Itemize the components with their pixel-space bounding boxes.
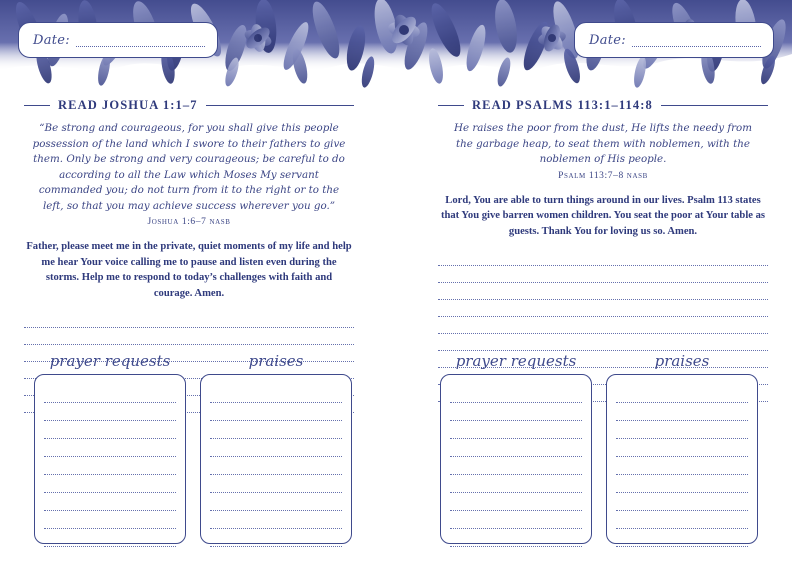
box-line[interactable] [210, 529, 342, 547]
date-label-right: Date: [589, 32, 626, 48]
left-praises-title: praises [248, 352, 304, 370]
box-line[interactable] [44, 493, 176, 511]
heading-rule-right-end [661, 105, 768, 106]
box-line[interactable] [616, 403, 748, 421]
box-line[interactable] [616, 421, 748, 439]
right-scripture-text: He raises the poor from the dust, He lifts the needy from the garbage heap, to seat them with noblemen, with the noblemen of His people. [453, 122, 753, 165]
box-line[interactable] [44, 511, 176, 529]
left-praises-box[interactable] [200, 374, 352, 544]
right-scripture-reference: Psalm 113:7–8 nasb [558, 170, 648, 181]
right-prayer-requests-title: prayer requests [455, 352, 577, 370]
left-prayer-requests-section [34, 352, 186, 544]
box-line[interactable] [210, 421, 342, 439]
box-line[interactable] [450, 457, 582, 475]
left-scripture-reference: Joshua 1:6–7 nasb [147, 217, 231, 227]
writing-line[interactable] [438, 249, 768, 266]
box-line[interactable] [616, 457, 748, 475]
box-line[interactable] [450, 493, 582, 511]
right-praises-section [606, 352, 758, 544]
box-line[interactable] [210, 475, 342, 493]
writing-line[interactable] [438, 283, 768, 300]
right-prayer-requests-box[interactable] [440, 374, 592, 544]
right-prayer-requests-section [440, 352, 592, 544]
writing-line[interactable] [24, 311, 354, 328]
right-prayer-text: Lord, You are able to turn things around in our lives. Psalm 113 states that You give barren women children. You seat the poor at Your table as guests. Thank You for loving us so. Amen. [440, 194, 766, 237]
box-line[interactable] [450, 385, 582, 403]
box-line[interactable] [450, 403, 582, 421]
box-line[interactable] [44, 529, 176, 547]
date-input-right[interactable] [632, 34, 761, 47]
box-line[interactable] [44, 475, 176, 493]
date-label-left: Date: [33, 32, 70, 48]
box-line[interactable] [450, 511, 582, 529]
box-line[interactable] [616, 439, 748, 457]
box-line[interactable] [616, 529, 748, 547]
heading-rule-left-start [24, 105, 50, 106]
date-input-left[interactable] [76, 34, 205, 47]
writing-line[interactable] [438, 317, 768, 334]
right-reading-title: READ PSALMS 113:1–114:8 [472, 98, 653, 112]
writing-line[interactable] [438, 266, 768, 283]
writing-line[interactable] [438, 300, 768, 317]
box-line[interactable] [616, 511, 748, 529]
left-prayer-text: Father, please meet me in the private, quiet moments of my life and help me hear Your voice calling me to pause and listen even during the storms. Help me to respond to today’s challenges with faith and courage. Amen. [26, 241, 352, 299]
date-field-right[interactable] [574, 22, 774, 58]
left-praises-section [200, 352, 352, 544]
box-line[interactable] [210, 385, 342, 403]
heading-rule-right-start [438, 105, 464, 106]
box-line[interactable] [210, 511, 342, 529]
right-page-boxes [440, 352, 758, 544]
heading-rule-left-end [206, 105, 354, 106]
box-line[interactable] [210, 493, 342, 511]
box-line[interactable] [210, 439, 342, 457]
writing-line[interactable] [438, 334, 768, 351]
writing-line[interactable] [24, 328, 354, 345]
box-line[interactable] [44, 403, 176, 421]
box-line[interactable] [616, 475, 748, 493]
left-scripture-text: “Be strong and courageous, for you shall give this people possession of the land which I swore to their fathers to give them. Only be strong and very courageous; be careful to do according to all the Law which Moses My servant commanded you; do not turn from it to the right or to the left, so that you may achieve success wherever you go.” [32, 122, 346, 212]
left-page-boxes [34, 352, 352, 544]
box-line[interactable] [450, 439, 582, 457]
box-line[interactable] [44, 457, 176, 475]
box-line[interactable] [450, 529, 582, 547]
box-line[interactable] [210, 457, 342, 475]
left-prayer-requests-box[interactable] [34, 374, 186, 544]
right-praises-box[interactable] [606, 374, 758, 544]
box-line[interactable] [450, 421, 582, 439]
left-prayer-requests-title: prayer requests [49, 352, 171, 370]
right-praises-title: praises [654, 352, 710, 370]
box-line[interactable] [616, 385, 748, 403]
date-field-left[interactable] [18, 22, 218, 58]
box-line[interactable] [44, 421, 176, 439]
left-reading-heading [24, 98, 354, 113]
box-line[interactable] [44, 385, 176, 403]
box-line[interactable] [616, 493, 748, 511]
box-line[interactable] [44, 439, 176, 457]
box-line[interactable] [210, 403, 342, 421]
right-reading-heading [438, 98, 768, 113]
left-reading-title: READ JOSHUA 1:1–7 [58, 98, 198, 112]
box-line[interactable] [450, 475, 582, 493]
